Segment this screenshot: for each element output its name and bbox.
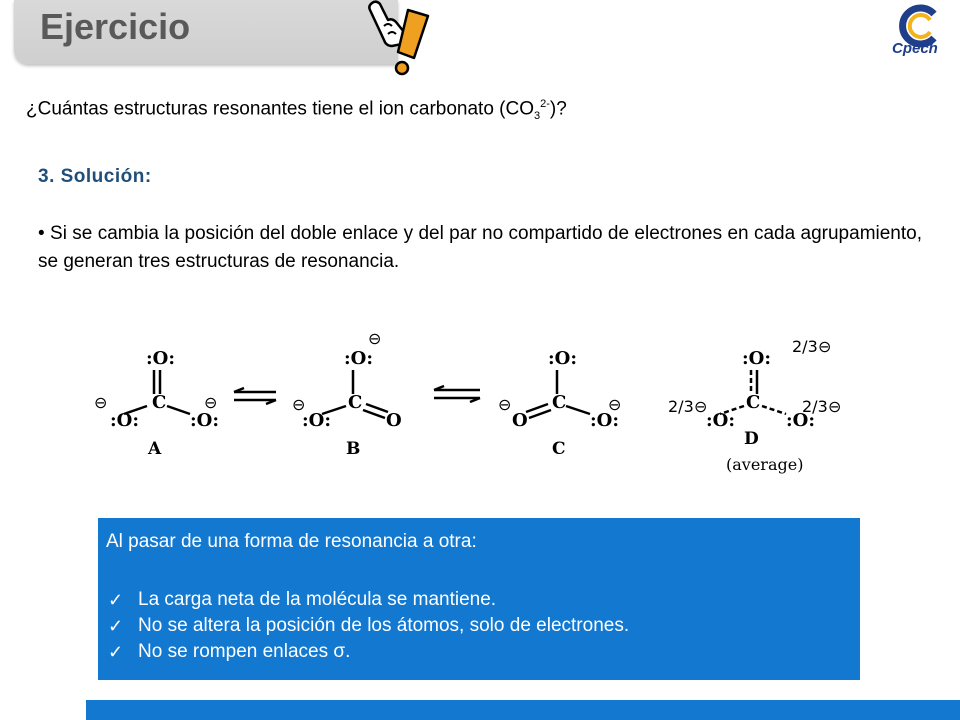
svg-text::O:: :O: xyxy=(302,410,331,431)
bottom-bar xyxy=(86,700,960,720)
solution-text: • Si se cambia la posición del doble enlace y del par no compartido de electrones en cada agrupamiento, se generan tres estructuras de resonancia. xyxy=(38,223,922,272)
svg-text:2/3: 2/3 xyxy=(792,337,818,356)
svg-text::O:: :O: xyxy=(786,410,815,431)
svg-text:⊖: ⊖ xyxy=(368,329,382,348)
label-b: B xyxy=(346,439,361,459)
summary-intro: Al pasar de una forma de resonancia a otra: xyxy=(106,531,477,552)
summary-box xyxy=(98,518,860,680)
pointing-hand-icon xyxy=(362,0,438,80)
svg-text:⊖: ⊖ xyxy=(828,397,842,416)
svg-text:C: C xyxy=(552,392,567,413)
svg-text:C: C xyxy=(348,392,363,413)
title-tab xyxy=(14,0,398,64)
check-icon: ✓ xyxy=(108,642,124,662)
list-item: ✓ No se rompen enlaces σ. xyxy=(108,639,629,665)
svg-text:⊖: ⊖ xyxy=(204,393,218,412)
svg-text::O:: :O: xyxy=(110,410,139,431)
svg-text:O: O xyxy=(512,410,528,431)
svg-text:⊖: ⊖ xyxy=(292,395,306,414)
logo-text: Cpech xyxy=(892,40,938,57)
solution-title: 3. Solución: xyxy=(38,166,152,187)
list-item: ✓ La carga neta de la molécula se mantiene. xyxy=(108,587,629,613)
svg-text:C: C xyxy=(746,392,761,413)
svg-text:2/3: 2/3 xyxy=(668,397,694,416)
svg-text:2/3: 2/3 xyxy=(802,397,828,416)
check-icon: ✓ xyxy=(108,616,124,636)
svg-text:⊖: ⊖ xyxy=(608,395,622,414)
svg-text:⊖: ⊖ xyxy=(818,337,832,356)
label-d: D xyxy=(744,429,759,449)
question-text: ¿Cuántas estructuras resonantes tiene el ion carbonato $(CO_3^{2-})$? xyxy=(26,98,567,123)
svg-text:⊖: ⊖ xyxy=(498,395,512,414)
svg-text::O:: :O: xyxy=(146,348,175,369)
equilibrium-arrow-2 xyxy=(434,386,480,402)
svg-text:C: C xyxy=(152,392,167,413)
svg-text::O:: :O: xyxy=(742,348,771,369)
svg-text:O: O xyxy=(386,410,402,431)
page-title: Ejercicio xyxy=(40,6,191,47)
label-c: C xyxy=(552,439,566,459)
check-icon: ✓ xyxy=(108,590,124,610)
label-a: A xyxy=(148,439,162,459)
equilibrium-arrow-1 xyxy=(234,388,276,404)
summary-list xyxy=(108,587,629,665)
resonance-diagram xyxy=(82,322,862,482)
svg-text::O:: :O: xyxy=(548,348,577,369)
svg-text::O:: :O: xyxy=(706,410,735,431)
svg-text:⊖: ⊖ xyxy=(694,397,708,416)
list-item: ✓ No se altera la posición de los átomos, solo de electrones. xyxy=(108,613,629,639)
average-label: (average) xyxy=(726,455,804,474)
svg-text:⊖: ⊖ xyxy=(94,393,108,412)
svg-text::O:: :O: xyxy=(190,410,219,431)
svg-text::O:: :O: xyxy=(344,348,373,369)
svg-text::O:: :O: xyxy=(590,410,619,431)
